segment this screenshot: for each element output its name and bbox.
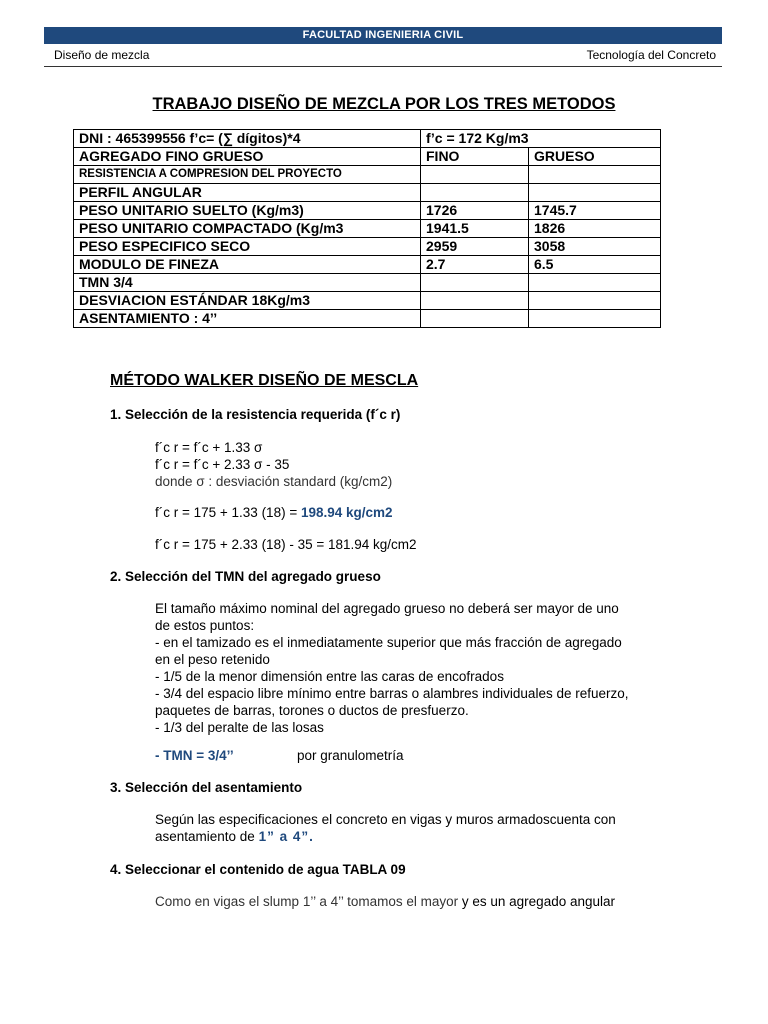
table-cell: FINO — [421, 148, 529, 166]
header-left: Diseño de mezcla — [54, 48, 150, 62]
table-cell — [421, 310, 529, 328]
section-2-heading: 2. Selección del TMN del agregado grueso — [110, 569, 381, 584]
table-cell: PERFIL ANGULAR — [74, 184, 421, 202]
table-row — [74, 148, 661, 166]
tmn-line — [155, 748, 404, 763]
table-cell: PESO UNITARIO SUELTO (Kg/m3) — [74, 202, 421, 220]
table-cell: MODULO DE FINEZA — [74, 256, 421, 274]
formula-note: donde σ : desviación standard (kg/cm2) — [155, 474, 393, 489]
paragraph: - en el tamizado es el inmediatamente superior que más fracción de agregado en el peso retenido — [155, 635, 622, 667]
tmn-note: por granulometría — [297, 748, 404, 763]
table-cell: TMN 3/4 — [74, 274, 421, 292]
formula-2: f´c r = f´c + 2.33 σ - 35 — [155, 457, 290, 472]
table-cell: AGREGADO FINO GRUESO — [74, 148, 421, 166]
table-cell: GRUESO — [529, 148, 661, 166]
table-row — [74, 310, 661, 328]
formula-1: f´c r = f´c + 1.33 σ — [155, 440, 263, 455]
table-cell — [529, 274, 661, 292]
calc-2: f´c r = 175 + 2.33 (18) - 35 = 181.94 kg/cm2 — [155, 537, 417, 552]
table-cell — [529, 166, 661, 184]
table-cell: RESISTENCIA A COMPRESION DEL PROYECTO — [74, 166, 421, 184]
table-row — [74, 202, 661, 220]
table-cell — [529, 292, 661, 310]
table-cell: ASENTAMIENTO : 4’’ — [74, 310, 421, 328]
tmn-value: - TMN = 3/4’’ — [155, 748, 234, 763]
section-4-heading: 4. Seleccionar el contenido de agua TABLA 09 — [110, 862, 406, 877]
table-cell: 6.5 — [529, 256, 661, 274]
section-3-heading: 3. Selección del asentamiento — [110, 780, 303, 795]
table-cell — [529, 310, 661, 328]
section-4-body — [155, 893, 635, 910]
table-cell — [421, 166, 529, 184]
table-cell: DESVIACION ESTÁNDAR 18Kg/m3 — [74, 292, 421, 310]
table-cell: PESO UNITARIO COMPACTADO (Kg/m3 — [74, 220, 421, 238]
table-cell — [421, 184, 529, 202]
section-4-text-2: y es un agregado angular — [461, 894, 616, 909]
table-cell — [421, 292, 529, 310]
table-cell: 2959 — [421, 238, 529, 256]
table-cell: 1941.5 — [421, 220, 529, 238]
calc-1 — [155, 505, 393, 520]
table-row — [74, 184, 661, 202]
section-1-heading: 1. Selección de la resistencia requerida (f´c r) — [110, 407, 401, 422]
table-cell: 1745.7 — [529, 202, 661, 220]
section-3-value: 1” a 4”. — [258, 829, 314, 844]
table-cell: 1726 — [421, 202, 529, 220]
table-cell: 2.7 — [421, 256, 529, 274]
table-cell: 3058 — [529, 238, 661, 256]
properties-table — [73, 129, 661, 328]
header-right: Tecnología del Concreto — [586, 48, 716, 62]
table-row — [74, 274, 661, 292]
paragraph: - 3/4 del espacio libre mínimo entre barras o alambres individuales de refuerzo, paquetes de barras, torones o ductos de presfuerzo. — [155, 686, 629, 718]
table-row — [74, 220, 661, 238]
table-row — [74, 238, 661, 256]
table-cell: f’c = 172 Kg/m3 — [421, 130, 661, 148]
header-row — [44, 44, 722, 67]
section-4-text-1: Como en vigas el slump 1’’ a 4’’ tomamos el mayor — [155, 894, 462, 909]
table-cell: DNI : 465399556 f’c= (∑ dígitos)*4 — [74, 130, 421, 148]
page-title: TRABAJO DISEÑO DE MEZCLA POR LOS TRES METODOS — [152, 95, 616, 113]
section-3-body — [155, 811, 635, 845]
method-title: MÉTODO WALKER DISEÑO DE MESCLA — [110, 372, 419, 389]
paragraph: - 1/5 de la menor dimensión entre las caras de encofrados — [155, 669, 504, 684]
table-cell: 1826 — [529, 220, 661, 238]
table-row — [74, 166, 661, 184]
table-cell — [421, 274, 529, 292]
table-row — [74, 292, 661, 310]
table-cell — [529, 184, 661, 202]
table-row — [74, 130, 661, 148]
paragraph: - 1/3 del peralte de las losas — [155, 720, 324, 735]
paragraph: El tamaño máximo nominal del agregado grueso no deberá ser mayor de uno de estos puntos: — [155, 601, 619, 633]
calc-1-result: 198.94 kg/cm2 — [300, 505, 393, 520]
section-2-body — [155, 600, 635, 736]
header-bar: FACULTAD INGENIERIA CIVIL — [44, 27, 722, 44]
calc-1-prefix: f´c r = 175 + 1.33 (18) = — [155, 505, 301, 520]
section-3-text: Según las especificaciones el concreto en vigas y muros armadoscuenta con asentamiento de — [155, 812, 616, 844]
table-row — [74, 256, 661, 274]
table-cell: PESO ESPECIFICO SECO — [74, 238, 421, 256]
